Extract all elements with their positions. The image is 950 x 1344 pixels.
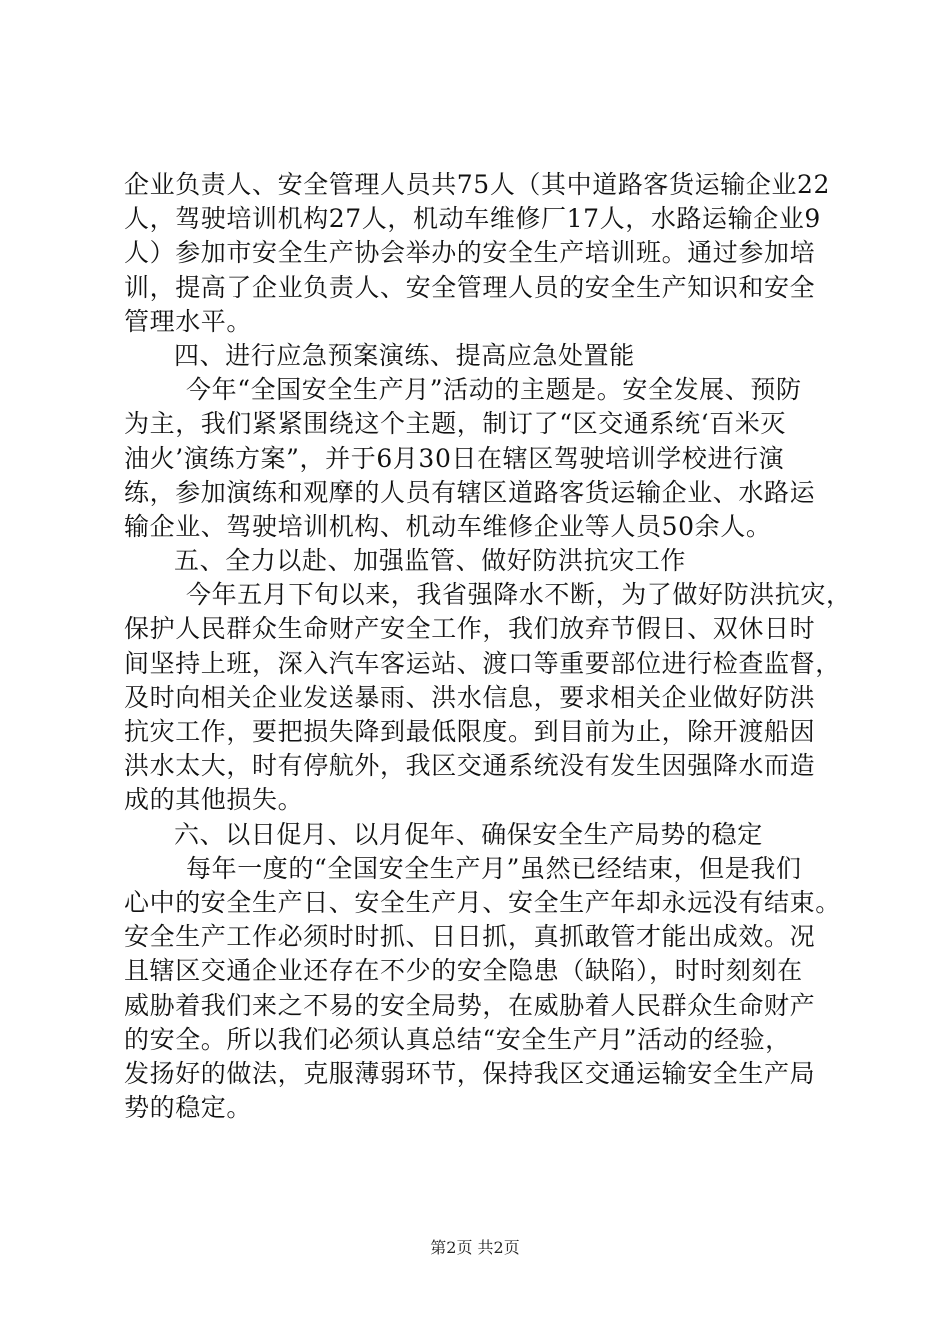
document-body <box>124 168 852 1125</box>
paragraph-first-line: 每年一度的“全国安全生产月”虽然已经结束，但是我们 <box>186 853 802 883</box>
paragraph-line: 的安全。所以我们必须认真总结“安全生产月”活动的经验， <box>124 1024 791 1054</box>
section-heading: 六、以日促月、以月促年、确保安全生产局势的稳定 <box>174 819 763 849</box>
paragraph-line: 为主，我们紧紧围绕这个主题，制订了“区交通系统‘百米灭 <box>124 409 786 439</box>
paragraph-line: 企业负责人、安全管理人员共75人（其中道路客货运输企业22 <box>124 170 831 199</box>
paragraph-line: 间坚持上班，深入汽车客运站、渡口等重要部位进行检查监督， <box>124 648 841 678</box>
page-footer: 第2页 共2页 <box>430 1238 520 1257</box>
paragraph-line: 管理水平。 <box>124 306 253 336</box>
paragraph-line: 油火’演练方案”，并于6月30日在辖区驾驶培训学校进行演 <box>124 443 785 473</box>
paragraph-line: 且辖区交通企业还存在不少的安全隐患（缺陷），时时刻刻在 <box>124 956 803 986</box>
paragraph-first-line: 今年五月下旬以来，我省强降水不断，为了做好防洪抗灾， <box>186 580 852 610</box>
paragraph-line: 训，提高了企业负责人、安全管理人员的安全生产知识和安全 <box>124 272 816 302</box>
paragraph-line: 保护人民群众生命财产安全工作，我们放弃节假日、双休日时 <box>124 614 816 644</box>
paragraph-line: 人）参加市安全生产协会举办的安全生产培训班。通过参加培 <box>124 238 816 268</box>
paragraph-line: 及时向相关企业发送暴雨、洪水信息，要求相关企业做好防洪 <box>124 682 816 712</box>
paragraph-first-line: 今年“全国安全生产月”活动的主题是。安全发展、预防 <box>186 375 802 405</box>
paragraph-line: 人，驾驶培训机构27人，机动车维修厂17人，水路运输企业9 <box>124 204 821 234</box>
paragraph-line: 威胁着我们来之不易的安全局势，在威胁着人民群众生命财产 <box>124 990 816 1020</box>
paragraph-line: 输企业、驾驶培训机构、机动车维修企业等人员50余人。 <box>124 511 772 541</box>
paragraph-line: 练，参加演练和观摩的人员有辖区道路客货运输企业、水路运 <box>124 477 816 507</box>
paragraph-line: 成的其他损失。 <box>124 785 304 815</box>
section-heading: 五、全力以赴、加强监管、做好防洪抗灾工作 <box>174 546 687 576</box>
paragraph-line: 抗灾工作，要把损失降到最低限度。到目前为止，除开渡船因 <box>124 717 816 746</box>
paragraph-line: 势的稳定。 <box>124 1093 253 1123</box>
paragraph-line: 心中的安全生产日、安全生产月、安全生产年却永远没有结束。 <box>124 887 841 917</box>
paragraph-line: 安全生产工作必须时时抓、日日抓，真抓敢管才能出成效。况 <box>124 922 816 952</box>
section-heading: 四、进行应急预案演练、提高应急处置能 <box>174 340 635 370</box>
paragraph-line: 洪水太大，时有停航外，我区交通系统没有发生因强降水而造 <box>124 751 816 781</box>
paragraph-line: 发扬好的做法，克服薄弱环节，保持我区交通运输安全生产局 <box>124 1058 816 1088</box>
